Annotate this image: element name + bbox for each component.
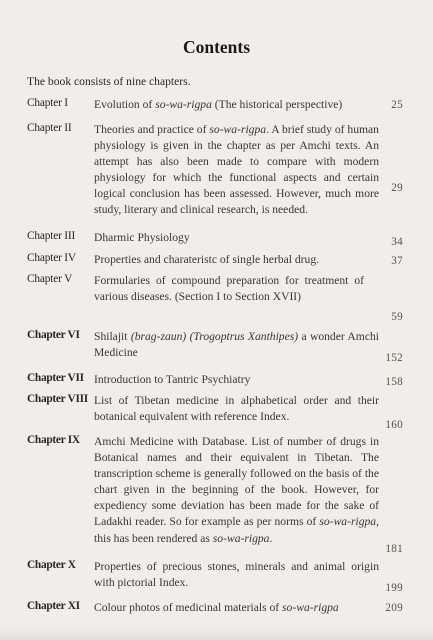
chapter-label: Chapter I: [27, 97, 68, 109]
chapter-label: Chapter VIII: [27, 393, 88, 405]
chapter-description: Formularies of compound preparation for treatment of various diseases. (Section I to Section XVII): [94, 274, 364, 304]
page-number: 25: [391, 99, 403, 111]
page-number: 59: [391, 311, 403, 323]
chapter-description: Dharmic Physiology: [94, 231, 190, 244]
page-number: 34: [391, 236, 403, 248]
page-number: 181: [385, 543, 403, 555]
chapter-description: Amchi Medicine with Database. List of number of drugs in Botanical names and their equivalent in Tibetan. The transcription scheme is generally followed on the basis of the chart given in the beginning of the book. However, for expediency some deviation has been made for the sake of Ladakhi reader. So for example as per norms of so-wa-rigpa, this has been rendered as so-wa-rigpa.: [94, 435, 379, 545]
chapter-description: Properties and charateristc of single herbal drug.: [94, 253, 320, 266]
chapter-label: Chapter XI: [27, 600, 80, 612]
chapter-label: Chapter X: [27, 559, 76, 571]
page-edge-shadow: [0, 626, 433, 640]
chapter-description: List of Tibetan medicine in alphabetical order and their botanical equivalent with reference Index.: [94, 394, 379, 424]
chapter-description: Theories and practice of so-wa-rigpa. A brief study of human physiology is given in the chapter as per Amchi texts. An attempt has also been made to compare with modern physiology for which the functional aspects and certain logical conclusion has been assessed. However, much more study, literary and clinical research, is needed.: [94, 123, 379, 217]
page-number: 158: [385, 376, 403, 388]
chapter-label: Chapter V: [27, 273, 73, 285]
page-number: 29: [391, 182, 403, 194]
chapter-description: Introduction to Tantric Psychiatry: [94, 373, 251, 386]
page-title: Contents: [182, 37, 251, 57]
chapter-label: Chapter IV: [27, 252, 76, 264]
page-number: 199: [385, 582, 403, 594]
page-number: 209: [385, 602, 403, 614]
chapter-description: Colour photos of medicinal materials of so-wa-rigpa: [94, 601, 339, 614]
chapter-description: Properties of precious stones, minerals and animal origin with pictorial Index.: [94, 560, 379, 590]
chapter-description: Evolution of so-wa-rigpa (The historical perspective): [94, 98, 343, 111]
chapter-label: Chapter III: [27, 230, 76, 242]
chapter-label: Chapter IX: [27, 434, 80, 446]
intro-text: The book consists of nine chapters.: [27, 75, 191, 88]
chapter-label: Chapter VII: [27, 372, 84, 384]
page-number: 37: [391, 255, 403, 267]
chapter-label: Chapter II: [27, 122, 72, 134]
page-number: 152: [385, 352, 403, 364]
page-number: 160: [385, 419, 403, 431]
chapter-label: Chapter VI: [27, 329, 80, 341]
chapter-description: Shilajit (brag-zaun) (Trogoptrus Xanthipes) a wonder Amchi Medicine: [94, 330, 379, 360]
